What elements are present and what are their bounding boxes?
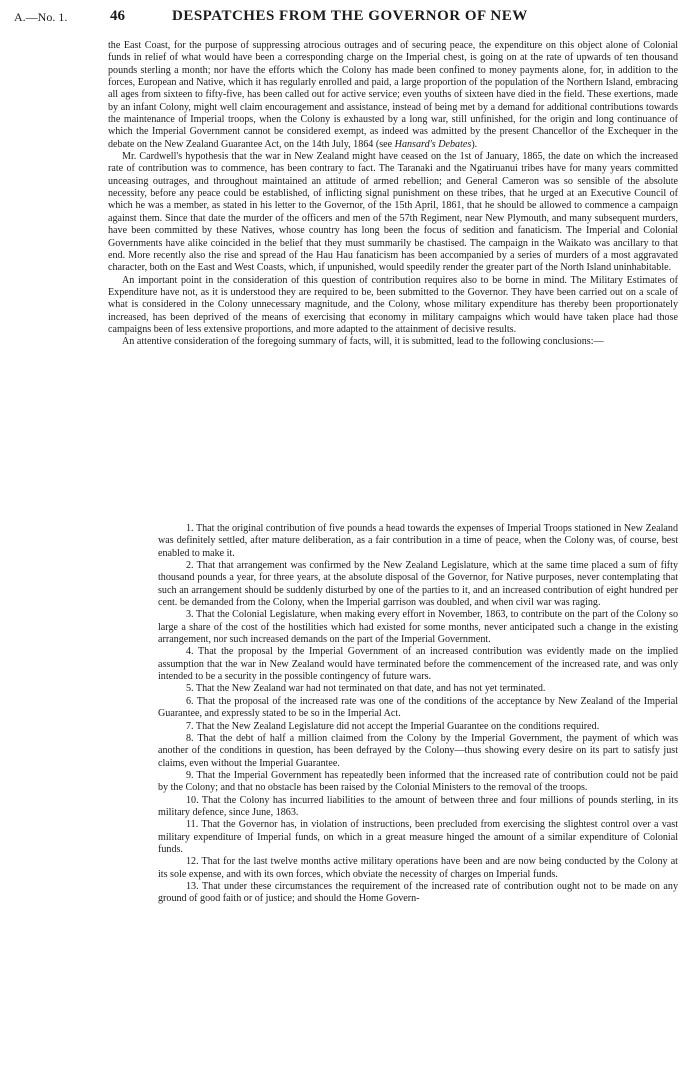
conclusion-item: 4. That the proposal by the Imperial Government of an increased contribution was evidently made on the implied assumption that the war in New Zealand would have terminated before the commencement of the increased rate, and was only intended to be a security in the possible contingency of future wars.: [158, 646, 678, 683]
conclusion-item: 3. That the Colonial Legislature, when making every effort in November, 1863, to contribute on the part of the Colony so large a share of the cost of the hostilities which had existed for some months, never anticipated such a change in the existing arrangement, nor such increased demands on the part of the Imperial Government.: [158, 609, 678, 646]
paragraph: An important point in the consideration of this question of contribution requires also to be borne in mind. The Military Estimates of Expenditure have not, as it is understood they are required to be, been submitted to the Governor. They have been carried out on a scale of what is considered in the Colony unnecessary magnitude, and the Colony, whose military expenditure has thereby been proportionately increased, has been deprived of the means of exercising that economy in military campaigns which would have taken place had those campaigns been of less extensive proportions, and more adapted to the attainment of decisive results.: [108, 274, 678, 335]
conclusion-item: 1. That the original contribution of five pounds a head towards the expenses of Imperial Troops stationed in New Zealand was definitely settled, after mature deliberation, as a fair contribution in a time of peace, when the Colony was, of course, best enabled to make it.: [158, 523, 678, 559]
conclusion-item: 8. That the debt of half a million claimed from the Colony by the Imperial Government, the payment of which was another of the conditions in question, has been defrayed by the Colony—thus showing every desire on its part to satisfy just claims, even without the Imperial Guarantee.: [158, 732, 678, 769]
conclusion-item: 2. That that arrangement was confirmed by the New Zealand Legislature, which at the same time placed a sum of fifty thousand pounds a year, for three years, at the absolute disposal of the Governor, for Native purposes, never contemplating that such an arrangement should be suddenly disturbed by one of the parties to it, and an increased contribution of eight hundred per cent. be demanded from the Colony, when the Imperial garrison was doubled, and when civil war was raging.: [158, 560, 678, 609]
conclusion-item: 13. That under these circumstances the requirement of the increased rate of contribution ought not to be made on any ground of good faith or of justice; and should the Home Govern-: [158, 880, 678, 905]
page-number: 46: [110, 8, 125, 24]
conclusion-item: 6. That the proposal of the increased rate was one of the conditions of the acceptance by New Zealand of the Imperial Guarantee, and expressly stated to be so in the Imperial Act.: [158, 695, 678, 720]
document-reference: A.—No. 1.: [14, 10, 68, 24]
conclusions-list: [158, 523, 678, 906]
conclusion-item: 9. That the Imperial Government has repeatedly been informed that the increased rate of contribution could not be paid by the Colony; and that no obstacle has been raised by the Colonial Ministers to the removal of the troops.: [158, 769, 678, 794]
conclusion-item: 7. That the New Zealand Legislature did not accept the Imperial Guarantee on the conditions required.: [186, 720, 600, 732]
paragraph: Mr. Cardwell's hypothesis that the war in New Zealand might have ceased on the 1st of January, 1865, the date on which the increased rate of contribution was to commence, has been contrary to fact. The Taranaki and the Ngatiruanui tribes have for many years committed unceasing outrages, and throughout maintained an attitude of armed rebellion; and General Cameron was so sensible of the absolute necessity, before any peace could be established, of inflicting signal punishment on these tribes, that he urged at an Executive Council of which he was a member, as stated in his letter to the Governor, of the 15th April, 1861, that he should be allowed to commence a campaign against them. Since that date the murder of the officers and men of the 57th Regiment, near New Plymouth, and many subsequent murders, have been committed by these Natives, whose country has long been the focus of sedition and fanaticism. The Imperial and Colonial Governments have alike coincided in the belief that they must summarily be chastised. The campaign in the Waikato was ancillary to that end. More recently also the rise and spread of the Hau Hau fanaticism has been accompanied by a series of murders of a most aggravated character, both on the East and West Coasts, which, if unpunished, would speedily render the greater part of the North Island uninhabitable.: [108, 151, 678, 274]
body-text: [108, 40, 678, 349]
paragraph: An attentive consideration of the foregoing summary of facts, will, it is submitted, lead to the following conclusions:—: [122, 336, 604, 348]
running-title: DESPATCHES FROM THE GOVERNOR OF NEW: [172, 8, 528, 24]
page-header: [14, 8, 686, 30]
conclusion-item: 10. That the Colony has incurred liabilities to the amount of between three and four millions of pounds sterling, in its military defence, since June, 1863.: [158, 794, 678, 818]
conclusion-item: 11. That the Governor has, in violation of instructions, been precluded from exercising the slightest control over a vast military expenditure of Imperial funds, on which in a great measure hinged the amount of a similar expenditure of Colonial funds.: [158, 819, 678, 855]
conclusion-item: 5. That the New Zealand war had not terminated on that date, and has not yet terminated.: [186, 683, 546, 695]
conclusion-item: 12. That for the last twelve months active military operations have been and are now being conducted by the Colony at its sole expense, and with its own forces, which obviate the necessity of charges on Imperial funds.: [158, 856, 678, 880]
paragraph: the East Coast, for the purpose of suppressing atrocious outrages and of securing peace, the expenditure on this object alone of Colonial funds in relief of what would have been a corresponding charge on the Imperial chest, is going on at the rate of upwards of ten thousand pounds sterling a month; nor have the efforts which the Colony has made been confined to money payments alone, for, in addition to the forces, European and Native, which it has regularly enrolled and paid, a large proportion of the population of the Northern Island, embracing all ages from sixteen to fifty-five, has been called out for active service; even youths of sixteen have died in the field. These exertions, made by an infant Colony, might well claim encouragement and assistance, instead of being met by a demand for additional contributions towards the maintenance of Imperial troops, when the Colony is exhausted by a long war, still unfinished, for the origin and long continuance of which the Imperial Government cannot be considered exempt, as indeed was admitted by the present Chancellor of the Exchequer in the debate on the New Zealand Guarantee Act, on the 14th July, 1864 (see Hansard's Debates).: [108, 40, 678, 150]
citation-reference: Hansard's Debates: [394, 138, 472, 150]
